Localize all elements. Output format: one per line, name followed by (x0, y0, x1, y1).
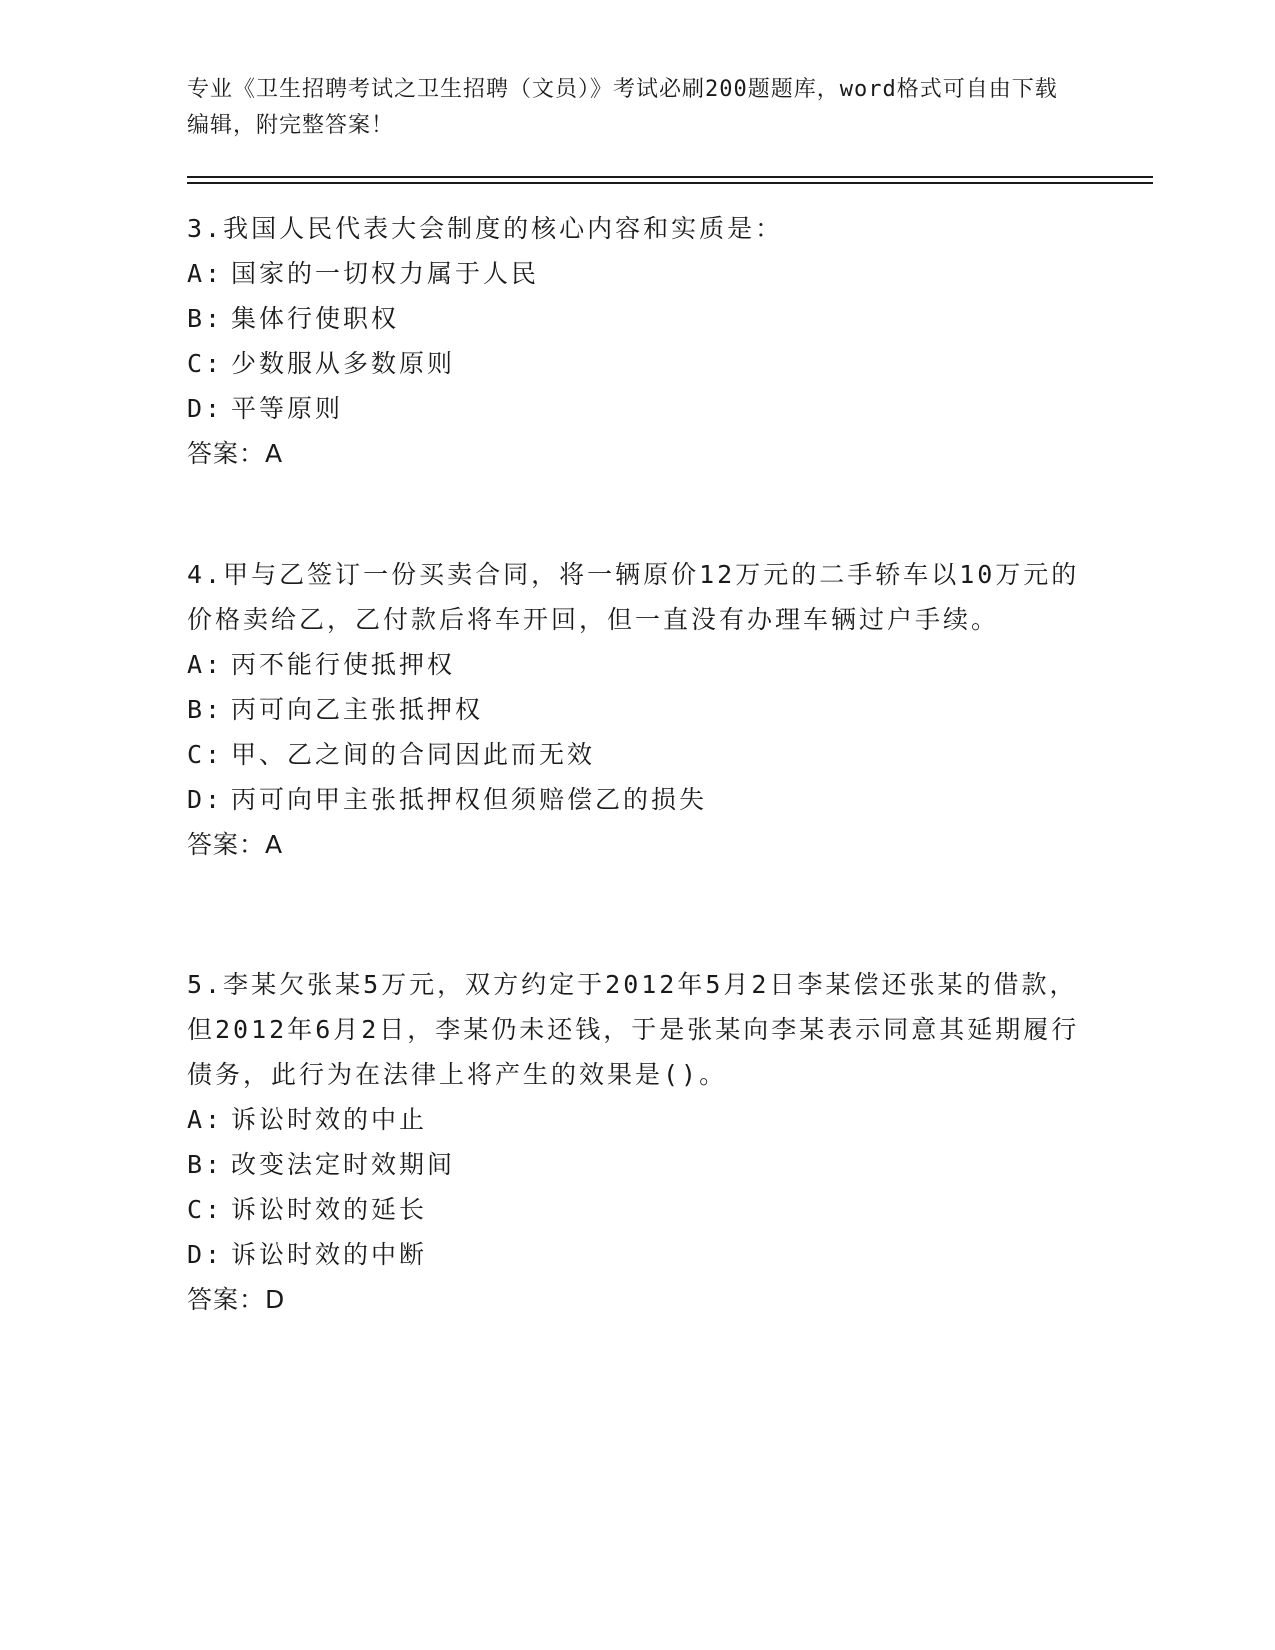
option-text: 诉讼时效的中止 (231, 1105, 428, 1134)
answer-line: 答案：D (187, 1285, 286, 1314)
option-b (187, 687, 1087, 732)
option-text: 丙不能行使抵押权 (231, 650, 456, 679)
question-stem: 3.我国人民代表大会制度的核心内容和实质是： (187, 214, 784, 243)
option-key: C: (187, 740, 224, 769)
option-text: 少数服从多数原则 (231, 349, 456, 378)
option-key: D: (187, 1240, 224, 1269)
question-stem: 4.甲与乙签订一份买卖合同，将一辆原价12万元的二手轿车以10万元的价格卖给乙，乙付款后将车开回，但一直没有办理车辆过户手续。 (187, 560, 1080, 634)
option-text: 改变法定时效期间 (231, 1150, 456, 1179)
option-b (187, 296, 1087, 341)
option-text: 平等原则 (231, 394, 344, 423)
option-b (187, 1142, 1087, 1187)
option-key: B: (187, 695, 224, 724)
option-key: C: (187, 1195, 224, 1224)
option-text: 诉讼时效的中断 (231, 1240, 428, 1269)
question-4 (187, 552, 1087, 867)
header-divider-bottom (187, 182, 1153, 184)
header-divider-top (187, 176, 1153, 178)
question-5 (187, 962, 1087, 1322)
question-stem: 5.李某欠张某5万元，双方约定于2012年5月2日李某偿还张某的借款，但2012年6月2日，李某仍未还钱，于是张某向李某表示同意其延期履行债务，此行为在法律上将产生的效果是()。 (187, 970, 1080, 1089)
option-text: 甲、乙之间的合同因此而无效 (231, 740, 596, 769)
option-key: D: (187, 785, 224, 814)
option-text: 丙可向甲主张抵押权但须赔偿乙的损失 (231, 785, 708, 814)
answer-line: 答案：A (187, 830, 284, 859)
option-key: A: (187, 1105, 224, 1134)
option-d (187, 777, 1087, 822)
option-text: 丙可向乙主张抵押权 (231, 695, 484, 724)
option-c (187, 1187, 1087, 1232)
document-header: 专业《卫生招聘考试之卫生招聘（文员）》考试必刷200题题库，word格式可自由下载编辑，附完整答案！ (187, 77, 1058, 138)
option-a (187, 251, 1087, 296)
option-key: C: (187, 349, 224, 378)
option-text: 集体行使职权 (231, 304, 400, 333)
option-c (187, 341, 1087, 386)
option-c (187, 732, 1087, 777)
question-3 (187, 206, 1087, 476)
option-key: D: (187, 394, 224, 423)
option-key: B: (187, 304, 224, 333)
option-key: A: (187, 650, 224, 679)
answer-line: 答案：A (187, 439, 284, 468)
option-d (187, 386, 1087, 431)
option-d (187, 1232, 1087, 1277)
option-a (187, 1097, 1087, 1142)
option-key: B: (187, 1150, 224, 1179)
option-a (187, 642, 1087, 687)
option-text: 诉讼时效的延长 (231, 1195, 428, 1224)
option-key: A: (187, 259, 224, 288)
option-text: 国家的一切权力属于人民 (231, 259, 540, 288)
